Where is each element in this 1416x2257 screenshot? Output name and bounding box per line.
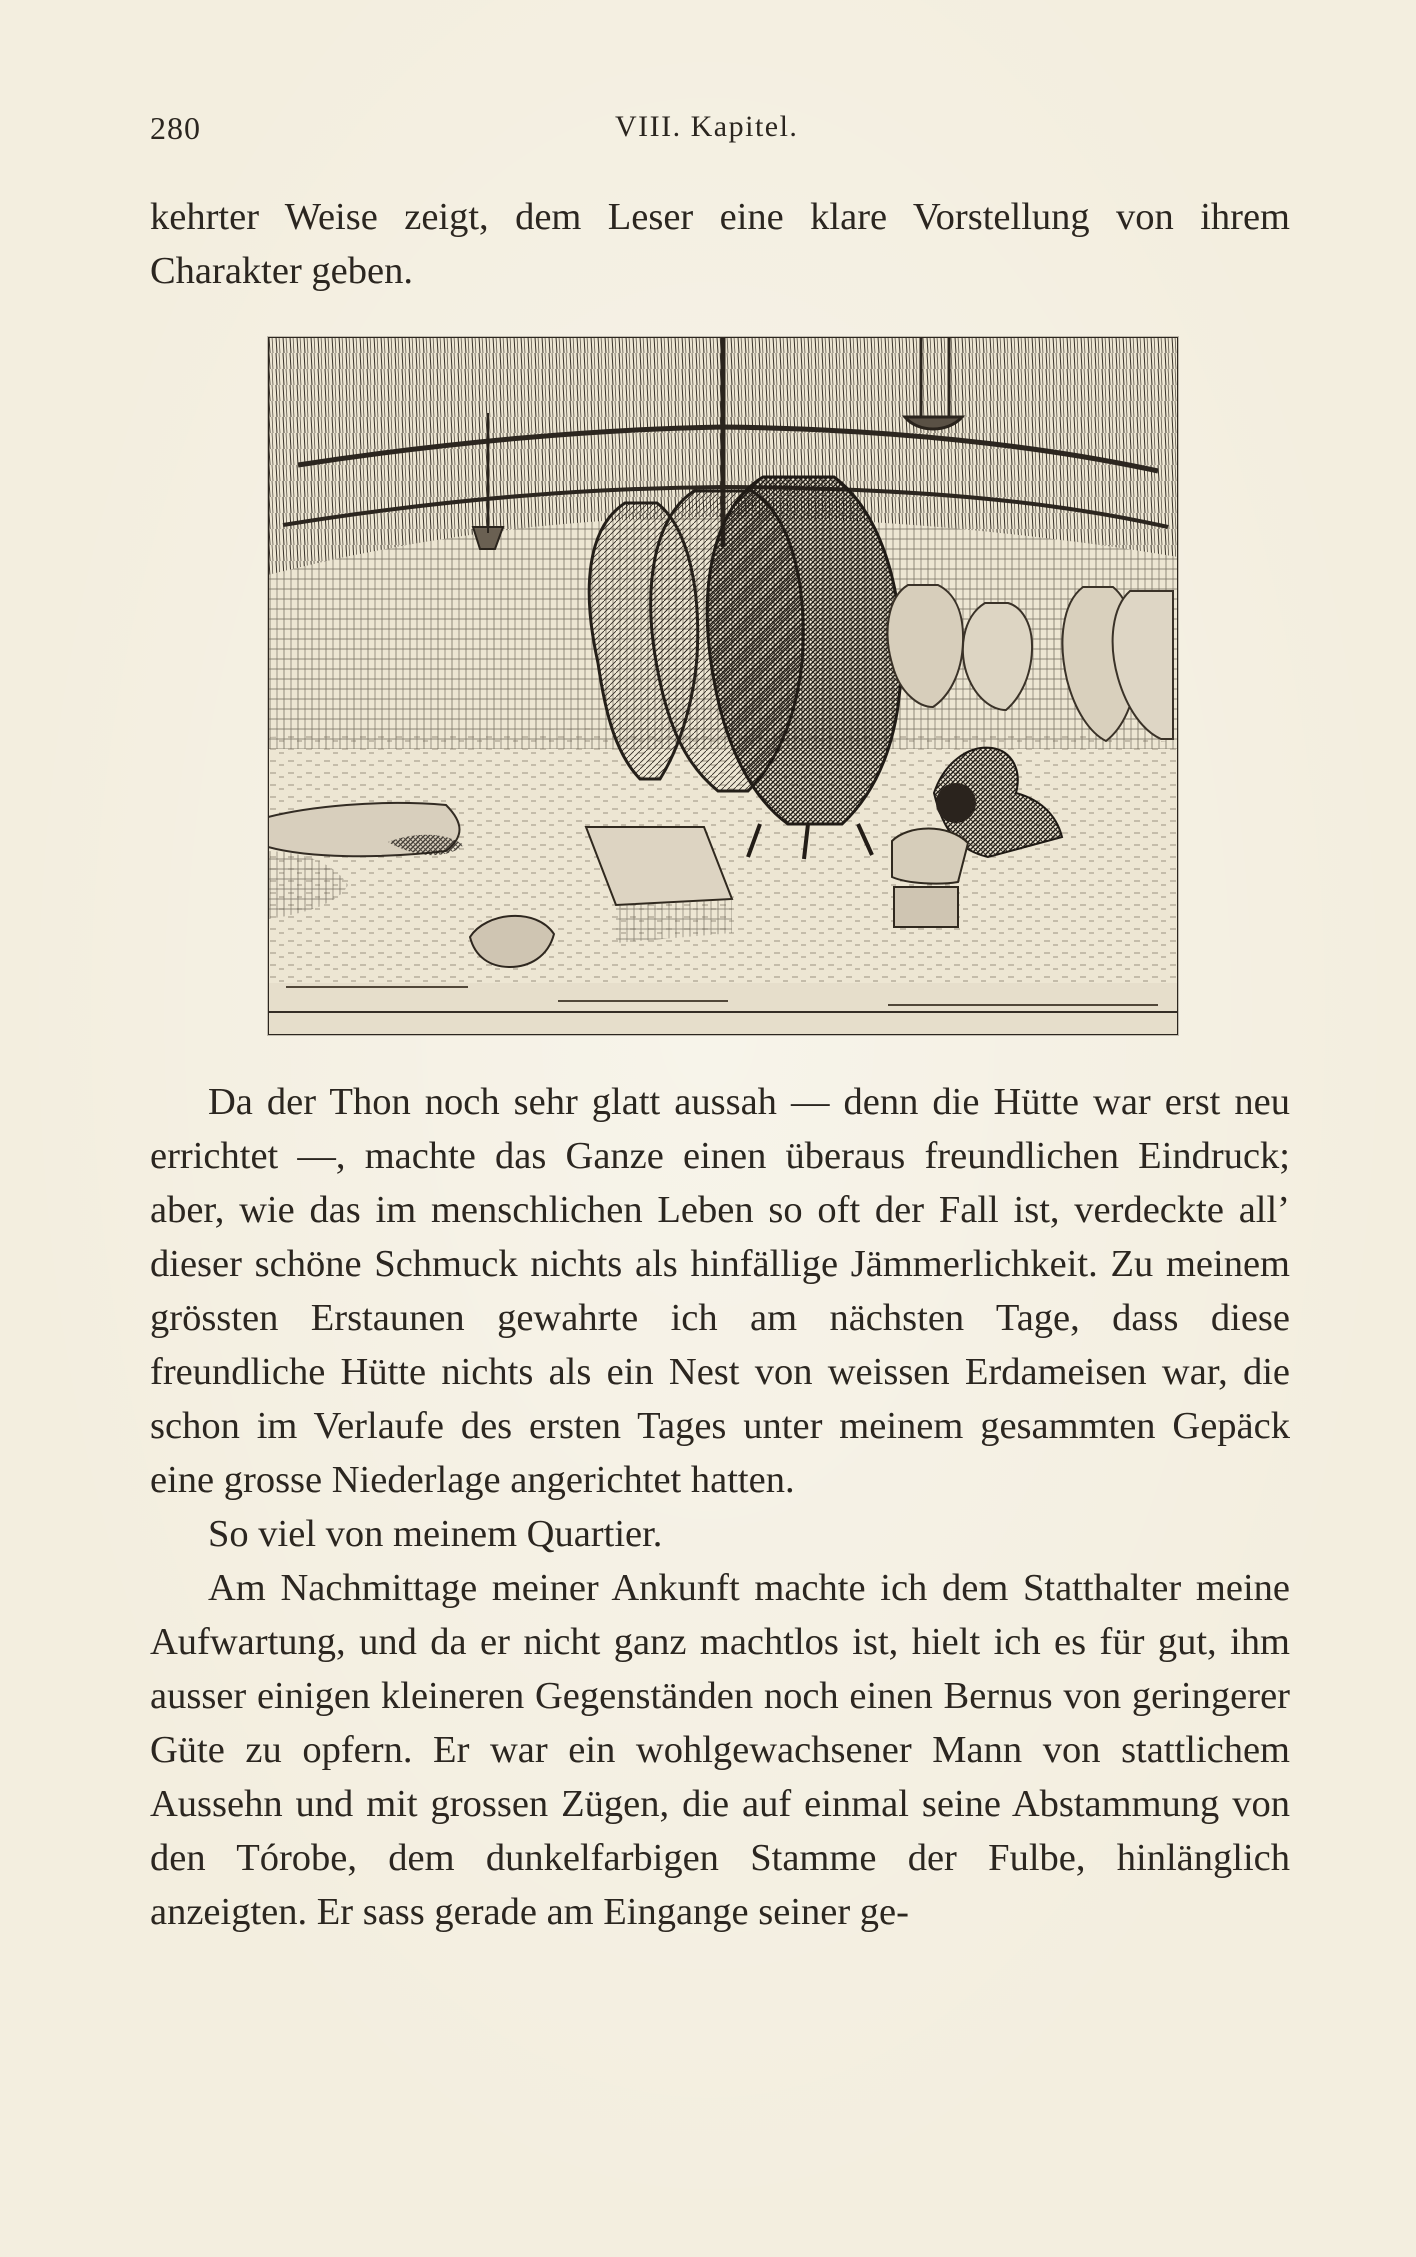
hut-interior-illustration: [268, 337, 1178, 1035]
paragraph-governor: Am Nachmittage meiner Ankunft machte ich dem Statthalter meine Aufwartung, und da er nicht ganz machtlos ist, hielt ich es für gut, ihm ausser einigen kleineren Gegenständen noch einen Bernus von geringerer Güte zu opfern. Er war ein wohlgewachsener Mann von stattlichem Aussehn und mit grossen Zügen, die auf einmal seine Abstammung von den Tórobe, dem dunkelfarbigen Stamme der Fulbe, hinlänglich anzeigten. Er sass gerade am Eingange seiner ge-: [150, 1567, 1290, 1933]
paragraph-quarters: So viel von meinem Quartier.: [208, 1513, 663, 1555]
bottom-text-block: [150, 1075, 1290, 1939]
page-header: [150, 110, 1290, 160]
hut-engraving: [268, 337, 1178, 1035]
continued-paragraph: kehrter Weise zeigt, dem Leser eine klare Vorstellung von ihrem Charakter geben.: [150, 196, 1290, 292]
paragraph-hut-description: Da der Thon noch sehr glatt aussah — denn die Hütte war erst neu errichtet —, machte das Ganze einen überaus freundlichen Eindruck; aber, wie das im menschlichen Leben so oft der Fall ist, verdeckte all’ dieser schöne Schmuck nichts als hinfällige Jämmerlichkeit. Zu meinem grössten Erstaunen gewahrte ich am nächsten Tage, dass diese freundliche Hütte nichts als ein Nest von weissen Erdameisen war, die schon im Verlaufe des ersten Tages unter meinem gesammten Gepäck eine grosse Niederlage angerichtet hatten.: [150, 1081, 1290, 1501]
page-number: 280: [150, 110, 201, 146]
chapter-running-head: VIII. Kapitel.: [615, 110, 799, 143]
top-text-block: [150, 190, 1290, 298]
